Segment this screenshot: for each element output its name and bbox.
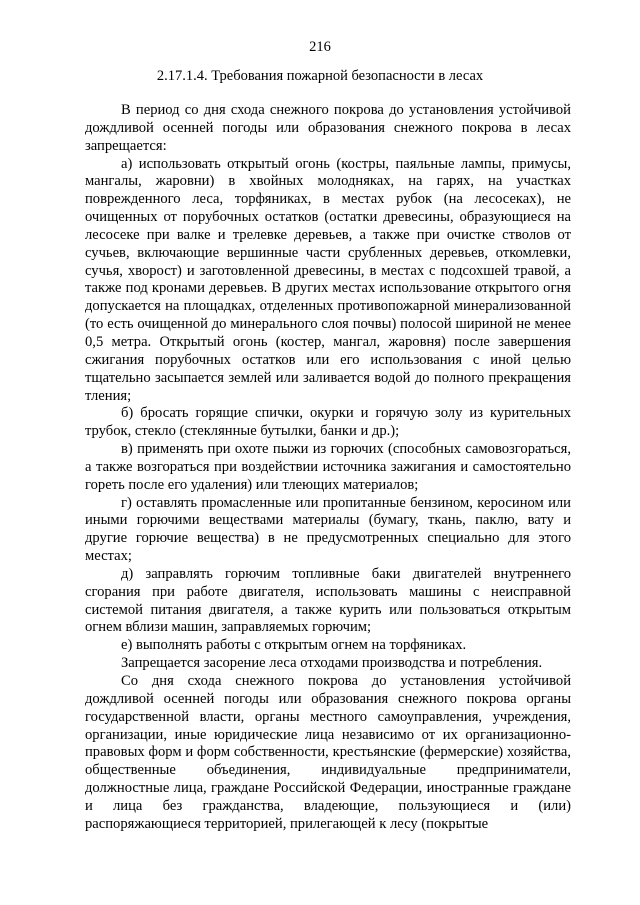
body-text bbox=[85, 102, 571, 834]
paragraph-item-d: д) заправлять горючим топливные баки двигателей внутреннего сгорания при работе двигателя, использовать машины с неисправной системой питания двигателя, а также курить или пользоваться открытым огнем вблизи машин, заправляемых горючим; bbox=[85, 565, 571, 636]
paragraph-item-v: в) применять при охоте пыжи из горючих (способных самовозгораться, а также возгораться при воздействии источника зажигания и самостоятельно гореть после его удаления) или тлеющих материалов; bbox=[85, 441, 571, 493]
section-title: 2.17.1.4. Требования пожарной безопасности в лесах bbox=[156, 68, 484, 84]
paragraph-item-g: г) оставлять промасленные или пропитанные бензином, керосином или иными горючими веществами материалы (бумагу, ткань, паклю, вату и другие горючие вещества) в не предусмотренных специально для этого местах; bbox=[85, 494, 571, 565]
paragraph-littering: Запрещается засорение леса отходами производства и потребления. bbox=[121, 655, 543, 672]
paragraph-intro: В период со дня схода снежного покрова до установления устойчивой дождливой осенней погоды или образования снежного покрова в лесах запрещается: bbox=[85, 102, 571, 154]
page-number: 216 bbox=[309, 39, 331, 55]
paragraph-item-a: а) использовать открытый огонь (костры, паяльные лампы, примусы, мангалы, жаровни) в хвойных молодняках, на гарях, на участках поврежденного леса, торфяниках, в местах рубок (на лесосеках), не очищенных от порубочных остатков (остатки древесины, образующиеся на лесосеке при валке и трелевке деревьев, а также при очистке стволов от сучьев, включающие вершинные части срубленных деревьев, откомлевки, сучья, хворост) и заготовленной древесины, в местах с подсохшей травой, а также под кронами деревьев. В других местах использование открытого огня допускается на площадках, отделенных противопожарной минерализованной (то есть очищенной до минерального слоя почвы) полосой шириной не менее 0,5 метра. Открытый огонь (костер, мангал, жаровня) после завершения сжигания порубочных остатков или его использования с иной целью тщательно засыпается землей или заливается водой до полного прекращения тления; bbox=[85, 155, 571, 404]
paragraph-item-e: е) выполнять работы с открытым огнем на торфяниках. bbox=[121, 637, 467, 654]
paragraph-item-b: б) бросать горящие спички, окурки и горячую золу из курительных трубок, стекло (стеклянные бутылки, банки и др.); bbox=[85, 405, 571, 440]
paragraph-responsibilities: Со дня схода снежного покрова до установления устойчивой дождливой осенней погоды или образования снежного покрова органы государственной власти, органы местного самоуправления, учреждения, организации, иные юридические лица независимо от их организационно-правовых форм и форм собственности, крестьянские (фермерские) хозяйства, общественные объединения, индивидуальные предприниматели, должностные лица, граждане Российской Федерации, иностранные граждане и лица без гражданства, владеющие, пользующиеся и (или) распоряжающиеся территорией, прилегающей к лесу (покрытые bbox=[85, 673, 571, 832]
